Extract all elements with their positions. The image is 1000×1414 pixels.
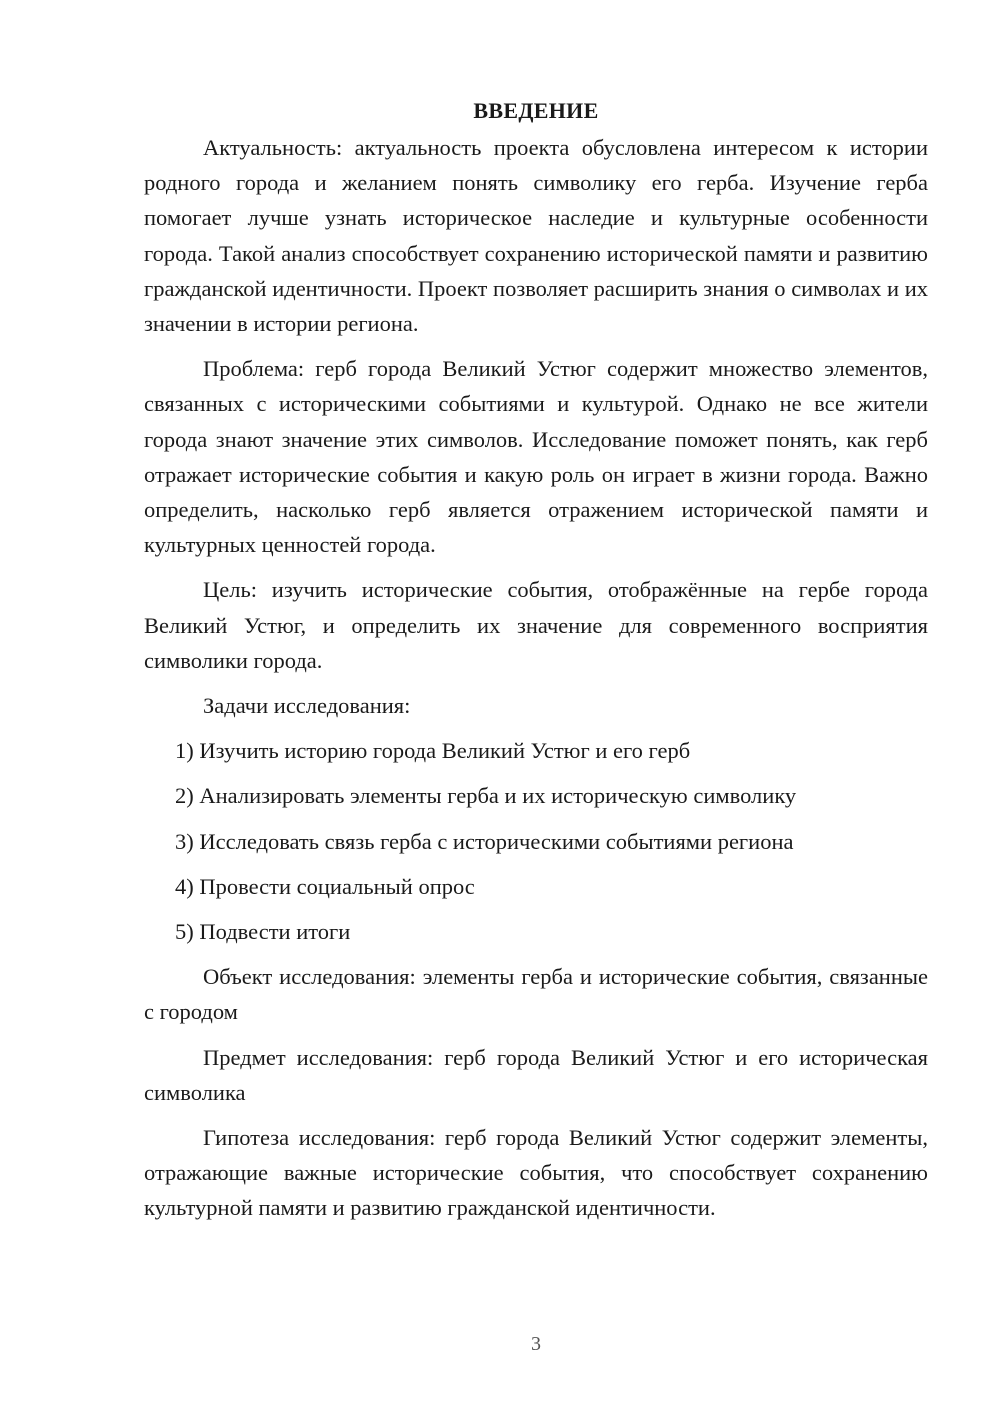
list-item: 3) Исследовать связь герба с историческими событиями региона xyxy=(175,828,794,854)
relevance-paragraph: Актуальность: актуальность проекта обусловлена интересом к истории родного города и желанием понять символику его герба. Изучение герба помогает лучше узнать историческое наследие и культурные особенности города. Такой анализ способствует сохранению исторической памяти и развитию гражданской идентичности. Проект позволяет расширить знания о символах и их значении в истории региона. xyxy=(144,135,928,337)
document-page xyxy=(144,93,928,1226)
page-number: 3 xyxy=(531,1333,541,1355)
list-item: 5) Подвести итоги xyxy=(175,919,351,945)
hypothesis-paragraph: Гипотеза исследования: герб города Великий Устюг содержит элементы, отражающие важные исторические события, что способствует сохранению культурной памяти и развитию гражданской идентичности. xyxy=(144,1125,928,1221)
object-paragraph: Объект исследования: элементы герба и исторические события, связанные с городом xyxy=(144,964,928,1025)
list-item: 4) Провести социальный опрос xyxy=(175,873,475,899)
goal-paragraph: Цель: изучить исторические события, отображённые на гербе города Великий Устюг, и определить их значение для современного восприятия символики города. xyxy=(144,577,928,673)
list-item: 1) Изучить историю города Великий Устюг и его герб xyxy=(175,738,691,764)
problem-paragraph: Проблема: герб города Великий Устюг содержит множество элементов, связанных с историческими событиями и культурой. Однако не все жители города знают значение этих символов. Исследование поможет понять, как герб отражает исторические события и какую роль он играет в жизни города. Важно определить, насколько герб является отражением исторической памяти и культурных ценностей города. xyxy=(144,356,928,558)
tasks-heading: Задачи исследования: xyxy=(203,693,411,719)
page-title: ВВЕДЕНИЕ xyxy=(473,98,599,123)
subject-paragraph: Предмет исследования: герб города Великий Устюг и его историческая символика xyxy=(144,1044,928,1105)
tasks-list xyxy=(144,733,928,949)
list-item: 2) Анализировать элементы герба и их историческую символику xyxy=(175,783,797,809)
